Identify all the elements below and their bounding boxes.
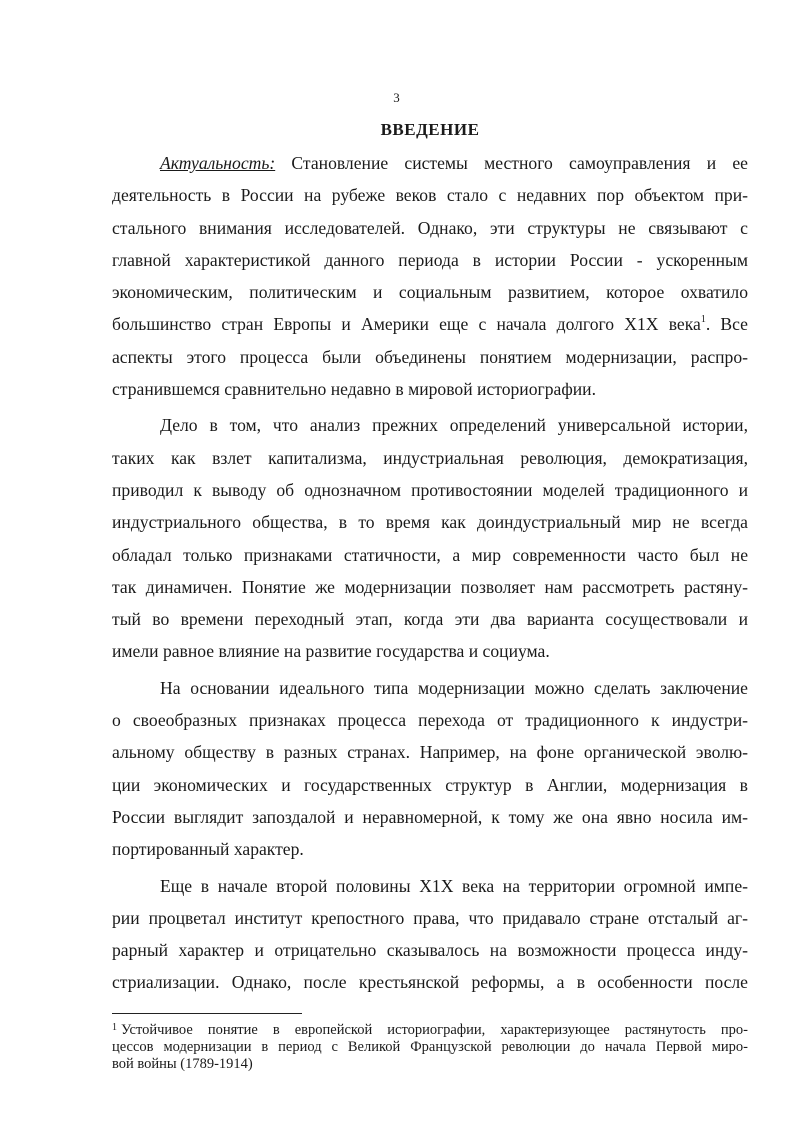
footnote-divider [112,1013,302,1014]
paragraph-3-line-4: ции экономических и государственных структур в Англии, модернизация в [112,774,748,795]
footnote-reference: 1 [700,313,706,325]
paragraph-2-line-1: Дело в том, что анализ прежних определений универсальной истории, [160,415,748,436]
paragraph-3-line-1: На основании идеального типа модернизации можно сделать заключение [160,677,748,698]
paragraph-1-line-5: экономическим, политическим и социальным развитием, которое охватило [112,282,748,303]
footnote-line-1: $^1$ Устойчивое понятие в европейской историографии, характеризующее растянутость про- [112,1022,748,1038]
paragraph-1-line-6: большинство стран Европы и Америки еще с начала долгого Х1Х века$^1$. Все [112,313,748,335]
paragraph-3-line-6: портированный характер. [112,839,304,860]
paragraph-1-line-7: аспекты этого процесса были объединены понятием модернизации, распро- [112,346,748,367]
paragraph-4-line-4: стриализации. Однако, после крестьянской реформы, а в особенности после [112,972,748,993]
paragraph-2-line-7: тый во времени переходный этап, когда эти два варианта сосуществовали и [112,609,748,630]
paragraph-1-line-3: стального внимания исследователей. Однако, эти структуры не связывают с [112,217,748,238]
footnote-line-2: цессов модернизации в период с Великой Французской революции до начала Первой миро- [112,1039,748,1055]
footnote [112,1022,748,1073]
paragraph-2-line-8: имели равное влияние на развитие государства и социума. [112,641,550,662]
paragraph-1-line-4: главной характеристикой данного периода в истории России - ускоренным [112,249,748,270]
paragraph-2-line-5: обладал только признаками статичности, а мир современности часто был не [112,544,748,565]
paragraph-4-line-1: Еще в начале второй половины Х1Х века на территории огромной импе- [160,875,748,896]
paragraph-2-line-4: индустриального общества, в то время как доиндустриальный мир не всегда [112,512,748,533]
body-text [112,147,748,999]
paragraph-2-line-2: таких как взлет капитализма, индустриальная революция, демократизация, [112,447,748,468]
paragraph-3-line-3: альному обществу в разных странах. Например, на фоне органической эволю- [112,742,748,763]
paragraph-2-line-6: так динамичен. Понятие же модернизации позволяет нам рассмотреть растяну- [112,576,748,597]
lead-term: Актуальность: [160,153,276,173]
paragraph-2-line-3: приводил к выводу об однозначном противостоянии моделей традиционного и [112,479,748,500]
footnote-line-3: вой войны (1789-1914) [112,1056,253,1072]
page-number: 3 [393,90,400,105]
paragraph-1-line-1: Актуальность: Становление системы местного самоуправления и ее [160,153,748,173]
paragraph-1-line-8: странившемся сравнительно недавно в мировой историографии. [112,379,596,400]
paragraph-4-line-3: рарный характер и отрицательно сказывалось на возможности процесса инду- [112,940,748,961]
page-title: ВВЕДЕНИЕ [380,120,480,139]
paragraph-1-line-2: деятельность в России на рубеже веков стало с недавних пор объектом при- [112,185,748,206]
paragraph-3-line-2: о своеобразных признаках процесса перехода от традиционного к индустри- [112,710,748,731]
footnote-mark: 1 [112,1022,117,1033]
paragraph-3-line-5: России выглядит запоздалой и неравномерной, к тому же она явно носила им- [112,806,748,827]
paragraph-4-line-2: рии процветал институт крепостного права, что придавало стране отсталый аг- [112,907,748,928]
